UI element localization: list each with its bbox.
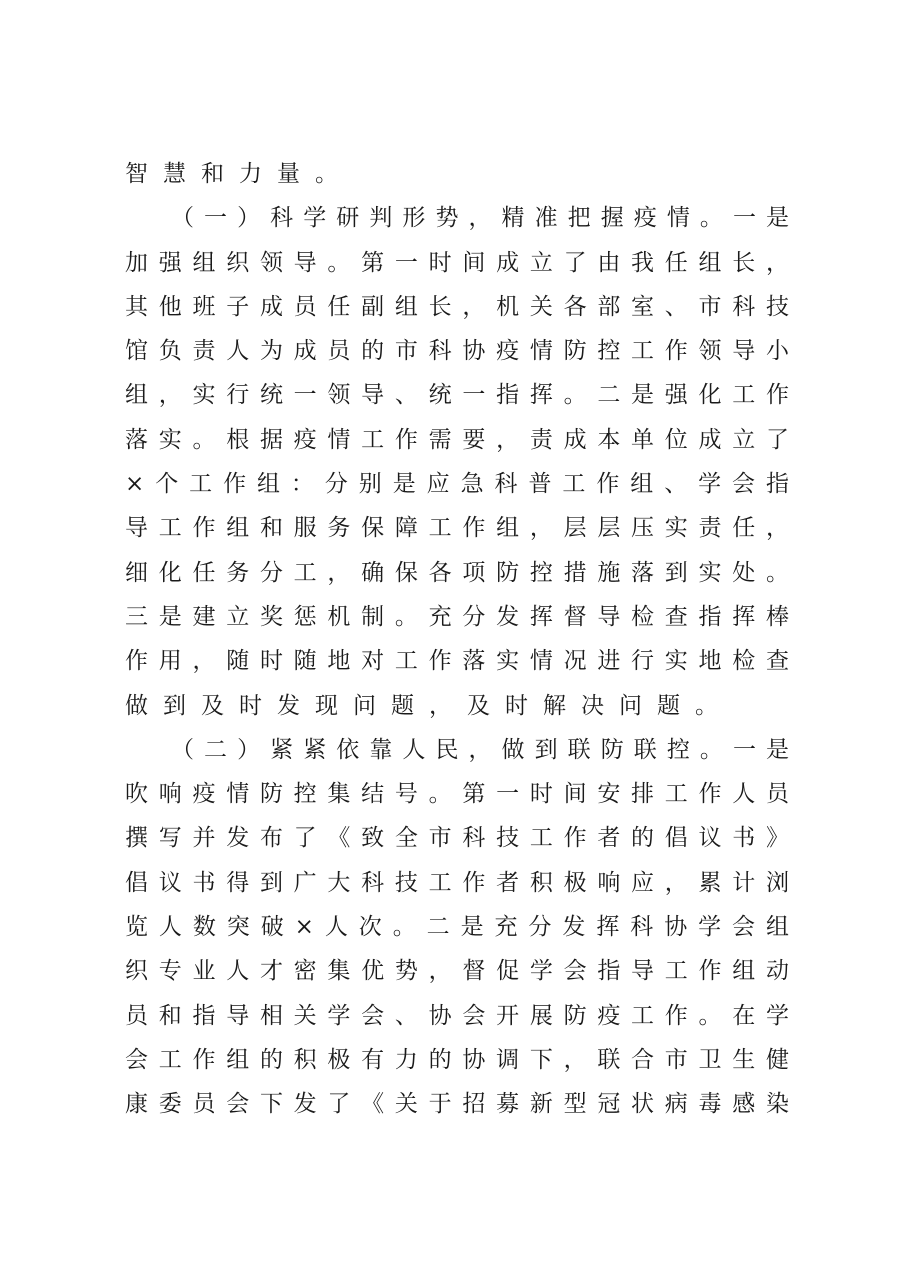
text-line: 康委员会下发了《关于招募新型冠状病毒感染 [125, 1091, 789, 1118]
text-line: 织专业人才密集优势，督促学会指导工作组动 [125, 958, 789, 985]
text-line: 吹响疫情防控集结号。第一时间安排工作人员 [125, 781, 789, 808]
text-line: 作用，随时随地对工作落实情况进行实地检查 [125, 648, 789, 675]
text-line: 员和指导相关学会、协会开展防疫工作。在学 [125, 1002, 789, 1029]
text-line: 撰写并发布了《致全市科技工作者的倡议书》 [125, 825, 789, 852]
text-line: 馆负责人为成员的市科协疫情防控工作领导小 [125, 338, 789, 365]
text-line: 组，实行统一领导、统一指挥。二是强化工作 [125, 382, 789, 409]
text-line: 落实。根据疫情工作需要，责成本单位成立了 [125, 426, 789, 453]
text-line: 做到及时发现问题，及时解决问题。 [125, 692, 733, 719]
body-text [125, 152, 789, 1127]
text-line: 会工作组的积极有力的协调下，联合市卫生健 [125, 1046, 789, 1073]
text-line: 其他班子成员任副组长，机关各部室、市科技 [125, 293, 789, 320]
text-line: 三是建立奖惩机制。充分发挥督导检查指挥棒 [125, 603, 789, 630]
text-line: 细化任务分工，确保各项防控措施落到实处。 [125, 559, 789, 586]
text-line: 导工作组和服务保障工作组，层层压实责任， [125, 515, 789, 542]
text-line: 智慧和力量。 [125, 161, 353, 187]
text-line: 览人数突破×人次。二是充分发挥科协学会组 [125, 914, 789, 941]
text-line: 加强组织领导。第一时间成立了由我任组长， [125, 249, 789, 276]
text-line: 倡议书得到广大科技工作者积极响应，累计浏 [125, 869, 789, 896]
text-line: ×个工作组：分别是应急科普工作组、学会指 [125, 471, 789, 498]
paragraph-first-line: （二）紧紧依靠人民，做到联防联控。一是 [171, 736, 789, 763]
paragraph-first-line: （一）科学研判形势，精准把握疫情。一是 [171, 205, 789, 232]
